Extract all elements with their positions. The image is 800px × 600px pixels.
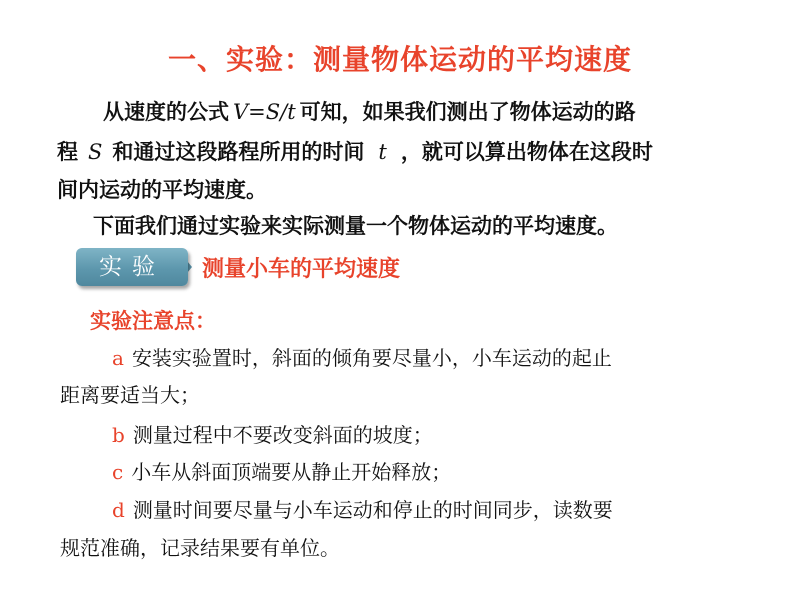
page-title: 一、实验：测量物体运动的平均速度	[167, 43, 632, 76]
experiment-badge: 实验	[76, 248, 188, 286]
note-text-b: 测量过程中不要改变斜面的坡度；	[132, 423, 433, 447]
variable-s: S	[88, 140, 103, 164]
intro-line-2-middle: 和通过这段路程所用的时间	[112, 140, 365, 164]
intro-line-2	[57, 136, 653, 166]
note-item-a	[112, 342, 612, 371]
formula: V=S/t	[233, 100, 296, 124]
note-text-c: 小车从斜面顶端要从静止开始释放；	[131, 460, 452, 484]
note-text-a-line-2: 距离要适当大；	[60, 383, 200, 407]
note-letter-b: b	[112, 423, 125, 447]
note-item-d	[112, 494, 613, 523]
note-item-c	[112, 456, 451, 485]
note-item-b	[112, 419, 433, 448]
note-letter-c: c	[112, 460, 124, 484]
variable-t: t	[378, 140, 387, 164]
note-text-d-line-2: 规范准确，记录结果要有单位。	[60, 536, 340, 560]
notes-heading: 实验注意点：	[90, 309, 216, 333]
note-text-a-line-1: 安装实验置时，斜面的倾角要尽量小，小车运动的起止	[131, 346, 612, 370]
intro-line-4: 下面我们通过实验来实际测量一个物体运动的平均速度。	[93, 214, 618, 238]
intro-line-2-prefix: 程	[57, 140, 78, 164]
note-text-d-line-1: 测量时间要尽量与小车运动和停止的时间同步，读数要	[132, 498, 613, 522]
note-letter-d: d	[112, 498, 125, 522]
intro-line-1	[103, 96, 636, 126]
intro-line-1-suffix: 可知，如果我们测出了物体运动的路	[299, 100, 636, 124]
intro-line-2-suffix: ，就可以算出物体在这段时	[400, 140, 653, 164]
note-letter-a: a	[112, 346, 124, 370]
intro-line-3: 间内运动的平均速度。	[57, 178, 267, 202]
intro-line-1-prefix: 从速度的公式	[103, 100, 229, 124]
experiment-title: 测量小车的平均速度	[202, 257, 401, 282]
